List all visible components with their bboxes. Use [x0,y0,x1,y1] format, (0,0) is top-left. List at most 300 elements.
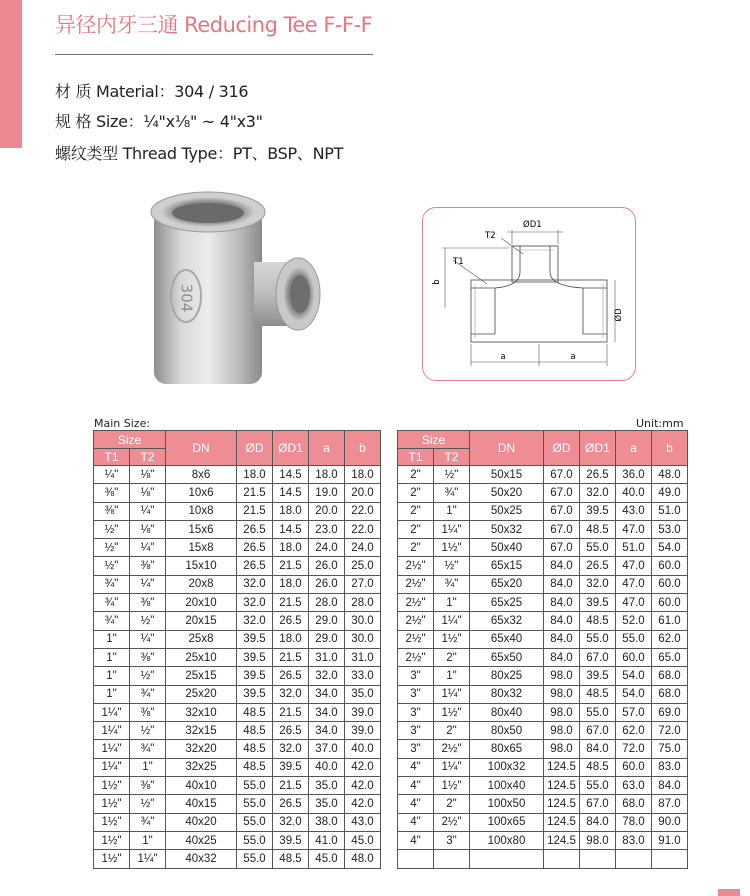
cell-t1: 1" [94,685,130,703]
cell-b: 42.0 [345,795,381,813]
cell-dn: 65x50 [470,648,544,666]
table-row [398,520,688,538]
table-row [94,813,381,831]
cell-t1: 4" [398,777,434,795]
cell-d1: 18.0 [273,630,309,648]
table-row [94,685,381,703]
cell-t1: 4" [398,831,434,849]
cell-t2: ¾" [434,575,470,593]
cell-dn [470,850,544,868]
cell-a: 40.0 [309,758,345,776]
cell-t1: 1" [94,630,130,648]
cell-d1: 32.0 [580,575,616,593]
cell-d1: 84.0 [580,813,616,831]
cell-d: 55.0 [237,795,273,813]
cell-t2: 1" [434,594,470,612]
cell-a: 57.0 [616,703,652,721]
cell-d1: 48.5 [580,758,616,776]
cell-d1: 26.5 [273,722,309,740]
cell-a: 47.0 [616,520,652,538]
cell-a: 54.0 [616,667,652,685]
cell-d: 67.0 [544,466,580,484]
header-d: ØD [544,431,580,466]
cell-dn: 80x25 [470,667,544,685]
table-row [94,722,381,740]
cell-t2: 1" [130,758,166,776]
cell-t2: 2½" [434,813,470,831]
cell-b: 48.0 [345,850,381,868]
cell-d: 55.0 [237,850,273,868]
cell-d: 32.0 [237,594,273,612]
cell-d: 98.0 [544,685,580,703]
cell-t1: ½" [94,539,130,557]
cell-b: 90.0 [652,813,688,831]
cell-a: 52.0 [616,612,652,630]
cell-dn: 32x15 [166,722,237,740]
cell-d1: 67.0 [580,722,616,740]
cell-b: 18.0 [345,466,381,484]
cell-t1: 4" [398,758,434,776]
cell-d: 84.0 [544,612,580,630]
table-row [94,502,381,520]
cell-t2: ½" [434,466,470,484]
cell-a: 54.0 [616,685,652,703]
cell-dn: 40x32 [166,850,237,868]
cell-b: 60.0 [652,557,688,575]
cell-d1: 21.5 [273,557,309,575]
cell-d: 84.0 [544,630,580,648]
cell-d1: 32.0 [273,813,309,831]
cell-d: 48.5 [237,703,273,721]
cell-t1: ⅜" [94,502,130,520]
table-row [398,575,688,593]
cell-d1: 32.0 [580,484,616,502]
cell-d1: 32.0 [273,685,309,703]
cell-t1: 2½" [398,648,434,666]
cell-a: 43.0 [616,502,652,520]
table-row [94,648,381,666]
cell-a: 47.0 [616,557,652,575]
cell-d1: 14.5 [273,484,309,502]
cell-d1: 21.5 [273,777,309,795]
cell-dn: 80x32 [470,685,544,703]
cell-b [652,850,688,868]
cell-d: 55.0 [237,831,273,849]
cell-a: 55.0 [616,630,652,648]
cell-b: 35.0 [345,685,381,703]
cell-a [616,850,652,868]
table-row [94,557,381,575]
cell-b: 83.0 [652,758,688,776]
cell-t2: 1¼" [434,520,470,538]
cell-dn: 25x10 [166,648,237,666]
cell-t1: 2½" [398,612,434,630]
cell-d1: 48.5 [273,850,309,868]
cell-b: 43.0 [345,813,381,831]
cell-d1: 26.5 [580,466,616,484]
cell-d1: 21.5 [273,594,309,612]
cell-b: 42.0 [345,758,381,776]
cell-a: 34.0 [309,722,345,740]
table-row [94,795,381,813]
cell-t1: 3" [398,722,434,740]
table-row [398,466,688,484]
cell-t2: ⅜" [130,594,166,612]
right-size-table [397,430,688,869]
table-row [94,740,381,758]
size-line: 规 格 Size：¼"x⅛" ~ 4"x3" [55,112,263,131]
cell-d: 84.0 [544,575,580,593]
cell-t2: 1½" [434,777,470,795]
table-row [94,484,381,502]
cell-t1: 1½" [94,795,130,813]
cell-b: 27.0 [345,575,381,593]
cell-t1: 4" [398,813,434,831]
header-size: Size [94,431,166,449]
cell-a: 63.0 [616,777,652,795]
cell-d1: 39.5 [273,758,309,776]
cell-d: 39.5 [237,630,273,648]
table-row [94,575,381,593]
cell-d: 48.5 [237,722,273,740]
cell-d1: 39.5 [580,502,616,520]
table-row [398,722,688,740]
cell-dn: 65x40 [470,630,544,648]
cell-a: 37.0 [309,740,345,758]
cell-d: 67.0 [544,502,580,520]
cell-d: 84.0 [544,648,580,666]
cell-t1: 2½" [398,557,434,575]
cell-b: 60.0 [652,575,688,593]
cell-a: 60.0 [616,758,652,776]
table-row [94,539,381,557]
cell-dn: 15x10 [166,557,237,575]
cell-t2: 1¼" [434,758,470,776]
cell-d: 98.0 [544,667,580,685]
cell-d1: 32.0 [273,740,309,758]
left-accent-bar [0,0,22,148]
product-photo [134,186,326,398]
table-row [398,740,688,758]
cell-dn: 65x32 [470,612,544,630]
cell-a: 32.0 [309,667,345,685]
cell-t1: 2" [398,520,434,538]
header-b: b [345,431,381,466]
table-row [94,777,381,795]
table-row [94,612,381,630]
cell-b: 60.0 [652,594,688,612]
cell-d: 21.5 [237,484,273,502]
cell-t1: ¼" [94,466,130,484]
cell-b: 22.0 [345,520,381,538]
cell-b: 68.0 [652,685,688,703]
cell-d: 84.0 [544,557,580,575]
cell-b: 69.0 [652,703,688,721]
cell-a: 24.0 [309,539,345,557]
cell-b: 42.0 [345,777,381,795]
cell-t2: ¼" [130,502,166,520]
cell-t2: ⅜" [130,777,166,795]
casting-mark: 304 [177,283,196,313]
cell-a: 20.0 [309,502,345,520]
cell-d: 26.5 [237,539,273,557]
cell-t2: 2½" [434,740,470,758]
cell-b: 39.0 [345,722,381,740]
cell-t2: 1½" [434,539,470,557]
cell-t1: 1½" [94,813,130,831]
cell-t2: ¼" [130,539,166,557]
table-row [398,685,688,703]
table-row [398,612,688,630]
cell-t1: 1¼" [94,703,130,721]
label-b: b [432,279,442,285]
cell-t2: ½" [130,795,166,813]
cell-d: 39.5 [237,667,273,685]
cell-t1: ⅜" [94,484,130,502]
cell-dn: 50x32 [470,520,544,538]
header-t2: T2 [130,449,166,466]
cell-t1: 3" [398,685,434,703]
cell-t2: ⅜" [130,648,166,666]
cell-a: 28.0 [309,594,345,612]
cell-b: 53.0 [652,520,688,538]
cell-d1: 26.5 [580,557,616,575]
cell-b: 84.0 [652,777,688,795]
cell-d: 124.5 [544,831,580,849]
cell-a: 34.0 [309,685,345,703]
table-row [398,813,688,831]
cell-t2: 1" [434,502,470,520]
cell-d1: 67.0 [580,795,616,813]
cell-d1: 55.0 [580,539,616,557]
header-dn: DN [166,431,237,466]
cell-t2: ⅜" [130,703,166,721]
cell-d: 39.5 [237,648,273,666]
cell-a: 47.0 [616,594,652,612]
cell-t2: ¾" [130,685,166,703]
cell-dn: 8x6 [166,466,237,484]
label-a-right: a [570,352,576,362]
cell-d: 32.0 [237,575,273,593]
cell-t2: 1" [434,667,470,685]
cell-dn: 32x20 [166,740,237,758]
cell-a: 18.0 [309,466,345,484]
cell-d1: 14.5 [273,466,309,484]
table-row [94,831,381,849]
thread-type-line: 螺纹类型 Thread Type：PT、BSP、NPT [55,144,344,163]
cell-dn: 40x25 [166,831,237,849]
cell-d [544,850,580,868]
cell-b: 91.0 [652,831,688,849]
cell-b: 54.0 [652,539,688,557]
cell-a: 45.0 [309,850,345,868]
cell-t2: 2" [434,795,470,813]
cell-d: 98.0 [544,722,580,740]
cell-a: 60.0 [616,648,652,666]
cell-t2: ¾" [130,813,166,831]
table-row [398,667,688,685]
table-row [94,466,381,484]
cell-a: 72.0 [616,740,652,758]
cell-d1: 48.5 [580,520,616,538]
cell-b: 49.0 [652,484,688,502]
cell-t2: 1½" [434,630,470,648]
cell-dn: 100x65 [470,813,544,831]
cell-t1: 1¼" [94,758,130,776]
cell-a: 41.0 [309,831,345,849]
cell-t1: 2" [398,484,434,502]
table-row [398,484,688,502]
cell-d1: 21.5 [273,648,309,666]
table-row [398,795,688,813]
label-t1: T1 [453,257,464,267]
cell-d1: 39.5 [580,667,616,685]
cell-t2: ⅜" [130,557,166,575]
cell-d1 [580,850,616,868]
table-row [398,502,688,520]
cell-t1: 1½" [94,831,130,849]
cell-t2: ½" [130,667,166,685]
cell-d1: 18.0 [273,539,309,557]
cell-d1: 14.5 [273,520,309,538]
cell-t2: 3" [434,831,470,849]
header-b: b [652,431,688,466]
table-row [94,758,381,776]
cell-a: 19.0 [309,484,345,502]
material-line: 材 质 Material：304 / 316 [55,82,249,101]
cell-b: 48.0 [652,466,688,484]
cell-b: 28.0 [345,594,381,612]
cell-dn: 40x20 [166,813,237,831]
table-row [94,630,381,648]
cell-t2: ½" [434,557,470,575]
table-row [94,594,381,612]
cell-a: 34.0 [309,703,345,721]
cell-t2: 1¼" [434,612,470,630]
cell-dn: 40x15 [166,795,237,813]
cell-t1: 1" [94,667,130,685]
corner-accent [718,889,740,896]
cell-dn: 20x8 [166,575,237,593]
table-row [398,557,688,575]
cell-d1: 26.5 [273,612,309,630]
cell-dn: 50x20 [470,484,544,502]
cell-a: 35.0 [309,795,345,813]
cell-b: 30.0 [345,612,381,630]
cell-t2: ¼" [130,630,166,648]
table-row [94,520,381,538]
cell-t1: 1¼" [94,740,130,758]
cell-d1: 48.5 [580,685,616,703]
cell-b: 68.0 [652,667,688,685]
cell-d: 21.5 [237,502,273,520]
cell-d1: 55.0 [580,703,616,721]
cell-t2: 1¼" [434,685,470,703]
cell-a: 29.0 [309,612,345,630]
cell-d: 124.5 [544,758,580,776]
header-d: ØD [237,431,273,466]
cell-d1: 18.0 [273,575,309,593]
cell-b: 39.0 [345,703,381,721]
cell-dn: 80x50 [470,722,544,740]
cell-dn: 80x40 [470,703,544,721]
cell-dn: 100x80 [470,831,544,849]
table-row [398,630,688,648]
cell-a: 68.0 [616,795,652,813]
cell-d: 67.0 [544,520,580,538]
cell-t1: 3" [398,667,434,685]
cell-b: 20.0 [345,484,381,502]
cell-t2: 2" [434,648,470,666]
cell-b: 25.0 [345,557,381,575]
cell-b: 45.0 [345,831,381,849]
cell-t2: 1½" [434,703,470,721]
cell-t1: ¾" [94,612,130,630]
cell-dn: 100x32 [470,758,544,776]
cell-dn: 50x40 [470,539,544,557]
table-row [398,703,688,721]
cell-dn: 25x15 [166,667,237,685]
unit-caption: Unit:mm [636,417,684,430]
cell-d: 67.0 [544,539,580,557]
cell-t2: 1" [130,831,166,849]
cell-t2: 2" [434,722,470,740]
cell-a: 83.0 [616,831,652,849]
cell-t2 [434,850,470,868]
cell-t2: ⅛" [130,520,166,538]
cell-t1: 1¼" [94,722,130,740]
cell-a: 26.0 [309,575,345,593]
table-row [398,648,688,666]
cell-dn: 100x50 [470,795,544,813]
cell-t1: 2" [398,539,434,557]
cell-d1: 98.0 [580,831,616,849]
header-size: Size [398,431,470,449]
cell-b: 33.0 [345,667,381,685]
cell-a: 23.0 [309,520,345,538]
cell-dn: 10x6 [166,484,237,502]
cell-dn: 65x15 [470,557,544,575]
cell-dn: 50x25 [470,502,544,520]
cell-dn: 10x8 [166,502,237,520]
cell-a: 35.0 [309,777,345,795]
cell-b: 30.0 [345,630,381,648]
cell-t2: ½" [130,722,166,740]
header-d1: ØD1 [273,431,309,466]
cell-t1: 2½" [398,630,434,648]
cell-d1: 67.0 [580,648,616,666]
cell-t1: 2½" [398,594,434,612]
cell-t1: ½" [94,557,130,575]
table-row [398,850,688,868]
cell-t1: 2" [398,502,434,520]
cell-d: 55.0 [237,813,273,831]
table-row [398,831,688,849]
cell-t1: 1" [94,648,130,666]
cell-dn: 65x25 [470,594,544,612]
label-d1: ØD1 [523,220,542,230]
label-t2: T2 [485,231,496,241]
cell-a: 31.0 [309,648,345,666]
cell-t1: 1½" [94,850,130,868]
cell-d: 124.5 [544,777,580,795]
cell-d1: 55.0 [580,630,616,648]
cell-dn: 32x25 [166,758,237,776]
cell-t1: 2" [398,466,434,484]
cell-d: 26.5 [237,557,273,575]
cell-t1: 3" [398,703,434,721]
header-dn: DN [470,431,544,466]
